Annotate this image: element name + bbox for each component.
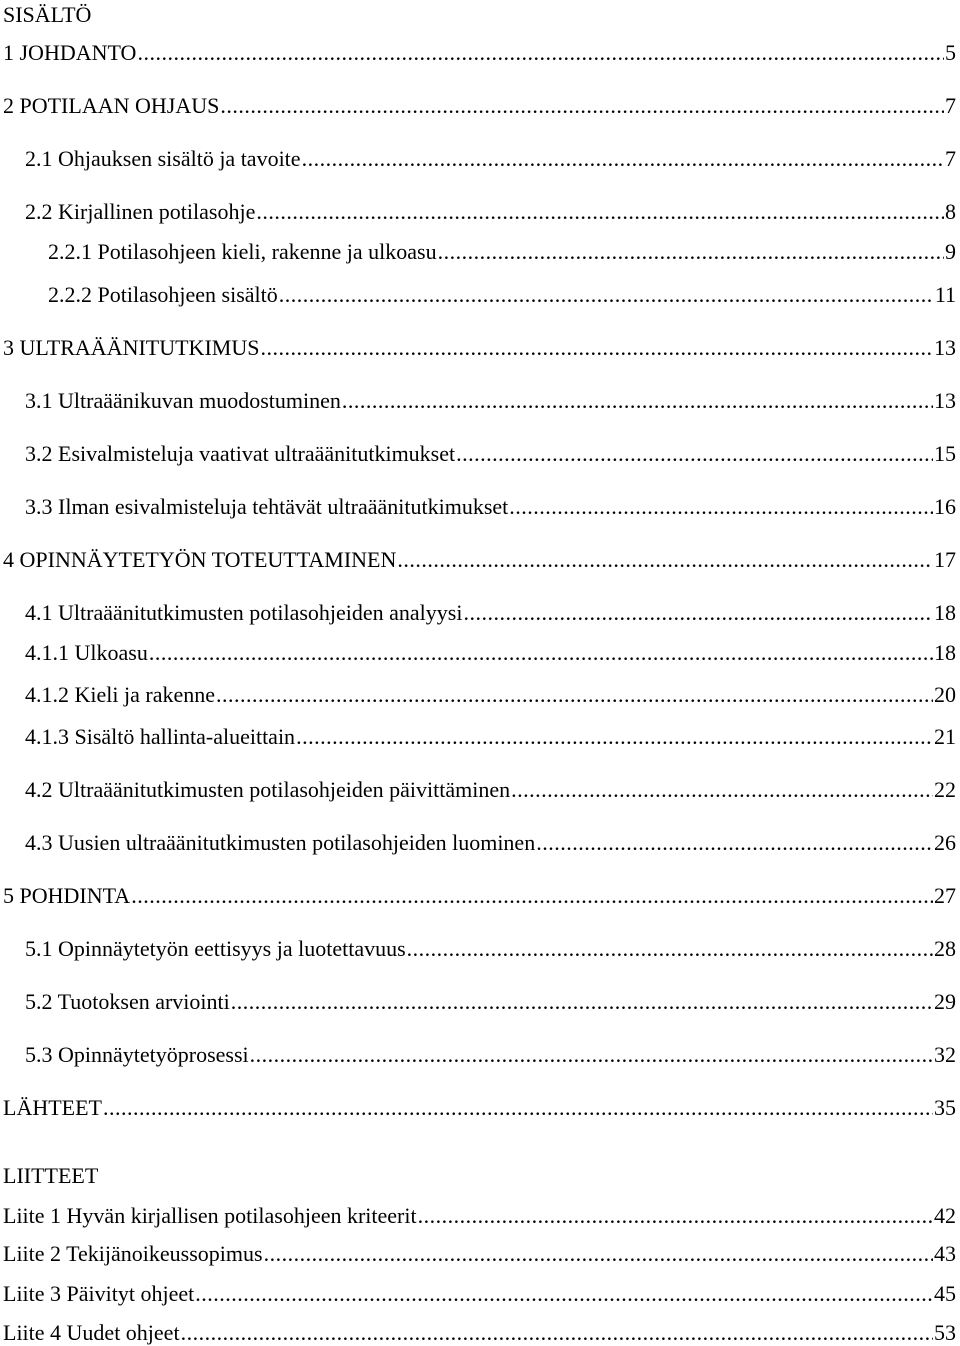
toc-entry-label: 5.2 Tuotoksen arviointi xyxy=(25,989,230,1014)
dot-leader xyxy=(407,936,933,962)
toc-entry-label: 2.2 Kirjallinen potilasohje xyxy=(25,199,256,224)
toc-entry-ilman-esivalmisteluja[interactable] xyxy=(25,494,956,520)
toc-entry-page: 18 xyxy=(934,600,956,625)
toc-entry-sisalto-hallinta-alueittain[interactable] xyxy=(25,724,956,750)
toc-entry-page: 20 xyxy=(934,682,956,707)
toc-entry-page: 11 xyxy=(934,282,956,307)
dot-leader xyxy=(103,1095,933,1121)
toc-entry-page: 45 xyxy=(934,1281,956,1306)
toc-entry-ulkoasu[interactable] xyxy=(25,640,956,666)
toc-entry-page: 17 xyxy=(934,547,956,572)
toc-entry-label: 3.1 Ultraäänikuvan muodostuminen xyxy=(25,388,341,413)
toc-entry-label: 4.2 Ultraäänitutkimusten potilasohjeiden päivittäminen xyxy=(25,777,511,802)
toc-title: SISÄLTÖ xyxy=(3,2,92,27)
toc-entry-label: Liite 4 Uudet ohjeet xyxy=(3,1320,180,1345)
dot-leader xyxy=(149,640,933,666)
toc-entry-page: 8 xyxy=(945,199,956,224)
toc-entry-page: 15 xyxy=(934,441,956,466)
toc-entry-label: 5.3 Opinnäytetyöprosessi xyxy=(25,1042,249,1067)
toc-entry-potilaan-ohjaus[interactable] xyxy=(3,93,956,119)
toc-entry-page: 35 xyxy=(934,1095,956,1120)
toc-entry-label: 5 POHDINTA xyxy=(3,883,131,908)
toc-entry-label: 3.2 Esivalmisteluja vaativat ultraäänitutkimukset xyxy=(25,441,456,466)
toc-entry-label: LÄHTEET xyxy=(3,1095,102,1120)
toc-entry-page: 21 xyxy=(934,724,956,749)
dot-leader xyxy=(509,494,933,520)
toc-entry-page: 18 xyxy=(934,640,956,665)
toc-entry-page: 16 xyxy=(934,494,956,519)
dot-leader xyxy=(231,989,933,1015)
dot-leader xyxy=(195,1281,933,1307)
toc-entry-page: 29 xyxy=(934,989,956,1014)
dot-leader xyxy=(260,335,933,361)
toc-entry-page: 43 xyxy=(934,1241,956,1266)
dot-leader xyxy=(216,682,933,708)
dot-leader xyxy=(220,93,944,119)
toc-entry-kieli-rakenne-ulkoasu[interactable] xyxy=(48,239,956,265)
dot-leader xyxy=(438,239,944,265)
dot-leader xyxy=(418,1203,933,1229)
dot-leader xyxy=(456,441,933,467)
toc-entry-label: 4.1.3 Sisältö hallinta-alueittain xyxy=(25,724,296,749)
toc-entry-esivalmisteluja-vaativat[interactable] xyxy=(25,441,956,467)
toc-entry-page: 7 xyxy=(945,93,956,118)
toc-entry-page: 53 xyxy=(934,1320,956,1345)
toc-entry-lahteet[interactable] xyxy=(3,1095,956,1121)
toc-entry-label: 3 ULTRAÄÄNITUTKIMUS xyxy=(3,335,260,360)
toc-entry-liite-1[interactable] xyxy=(3,1203,956,1229)
toc-entry-label: Liite 3 Päivityt ohjeet xyxy=(3,1281,195,1306)
toc-entry-ultraanitutkimus[interactable] xyxy=(3,335,956,361)
toc-entry-potilasohjeen-sisalto[interactable] xyxy=(48,282,956,308)
toc-entry-potilasohjeiden-analyysi[interactable] xyxy=(25,600,956,626)
dot-leader xyxy=(296,724,933,750)
dot-leader xyxy=(181,1320,933,1346)
toc-entry-eettisyys-luotettavuus[interactable] xyxy=(25,936,956,962)
toc-entry-label: 5.1 Opinnäytetyön eettisyys ja luotettavuus xyxy=(25,936,406,961)
toc-entry-label: Liite 2 Tekijänoikeussopimus xyxy=(3,1241,263,1266)
dot-leader xyxy=(250,1042,933,1068)
toc-entry-johdanto[interactable] xyxy=(3,40,956,66)
toc-entry-page: 26 xyxy=(934,830,956,855)
toc-entry-ohjauksen-sisalto[interactable] xyxy=(25,146,956,172)
toc-entry-opinnaytetyoprosessi[interactable] xyxy=(25,1042,956,1068)
toc-entry-potilasohjeiden-paivittaminen[interactable] xyxy=(25,777,956,803)
toc-entry-page: 22 xyxy=(934,777,956,802)
toc-entry-pohdinta[interactable] xyxy=(3,883,956,909)
dot-leader xyxy=(131,883,933,909)
toc-entry-page: 9 xyxy=(945,239,956,264)
toc-entry-label: 4.1 Ultraäänitutkimusten potilasohjeiden analyysi xyxy=(25,600,463,625)
toc-entry-ultraanikuvan-muodostuminen[interactable] xyxy=(25,388,956,414)
attachments-title: LIITTEET xyxy=(3,1163,99,1188)
toc-entry-label: Liite 1 Hyvän kirjallisen potilasohjeen kriteerit xyxy=(3,1203,417,1228)
toc-entry-liite-4[interactable] xyxy=(3,1320,956,1346)
dot-leader xyxy=(256,199,944,225)
dot-leader xyxy=(137,40,944,66)
dot-leader xyxy=(302,146,944,172)
toc-entry-label: 4 OPINNÄYTETYÖN TOTEUTTAMINEN xyxy=(3,547,397,572)
dot-leader xyxy=(279,282,934,308)
toc-entry-label: 2.2.1 Potilasohjeen kieli, rakenne ja ulkoasu xyxy=(48,239,437,264)
dot-leader xyxy=(397,547,933,573)
toc-entry-page: 7 xyxy=(945,146,956,171)
toc-entry-page: 28 xyxy=(934,936,956,961)
dot-leader xyxy=(511,777,933,803)
toc-entry-label: 2 POTILAAN OHJAUS xyxy=(3,93,220,118)
dot-leader xyxy=(463,600,933,626)
toc-entry-tuotoksen-arviointi[interactable] xyxy=(25,989,956,1015)
toc-entry-label: 4.1.2 Kieli ja rakenne xyxy=(25,682,215,707)
toc-entry-kirjallinen-potilasohje[interactable] xyxy=(25,199,956,225)
toc-entry-page: 5 xyxy=(945,40,956,65)
toc-entry-label: 1 JOHDANTO xyxy=(3,40,137,65)
toc-entry-label: 4.3 Uusien ultraäänitutkimusten potilasohjeiden luominen xyxy=(25,830,536,855)
toc-entry-page: 13 xyxy=(934,335,956,360)
toc-entry-label: 2.2.2 Potilasohjeen sisältö xyxy=(48,282,278,307)
dot-leader xyxy=(264,1241,933,1267)
toc-entry-label: 4.1.1 Ulkoasu xyxy=(25,640,148,665)
dot-leader xyxy=(536,830,933,856)
toc-entry-potilasohjeiden-luominen[interactable] xyxy=(25,830,956,856)
toc-entry-page: 42 xyxy=(934,1203,956,1228)
toc-entry-label: 3.3 Ilman esivalmisteluja tehtävät ultraäänitutkimukset xyxy=(25,494,509,519)
toc-entry-opinnaytetyon-toteuttaminen[interactable] xyxy=(3,547,956,573)
toc-entry-page: 13 xyxy=(934,388,956,413)
toc-entry-kieli-ja-rakenne[interactable] xyxy=(25,682,956,708)
toc-entry-page: 32 xyxy=(934,1042,956,1067)
dot-leader xyxy=(342,388,933,414)
toc-entry-label: 2.1 Ohjauksen sisältö ja tavoite xyxy=(25,146,301,171)
toc-entry-page: 27 xyxy=(934,883,956,908)
toc-entry-liite-3[interactable] xyxy=(3,1281,956,1307)
toc-entry-liite-2[interactable] xyxy=(3,1241,956,1267)
